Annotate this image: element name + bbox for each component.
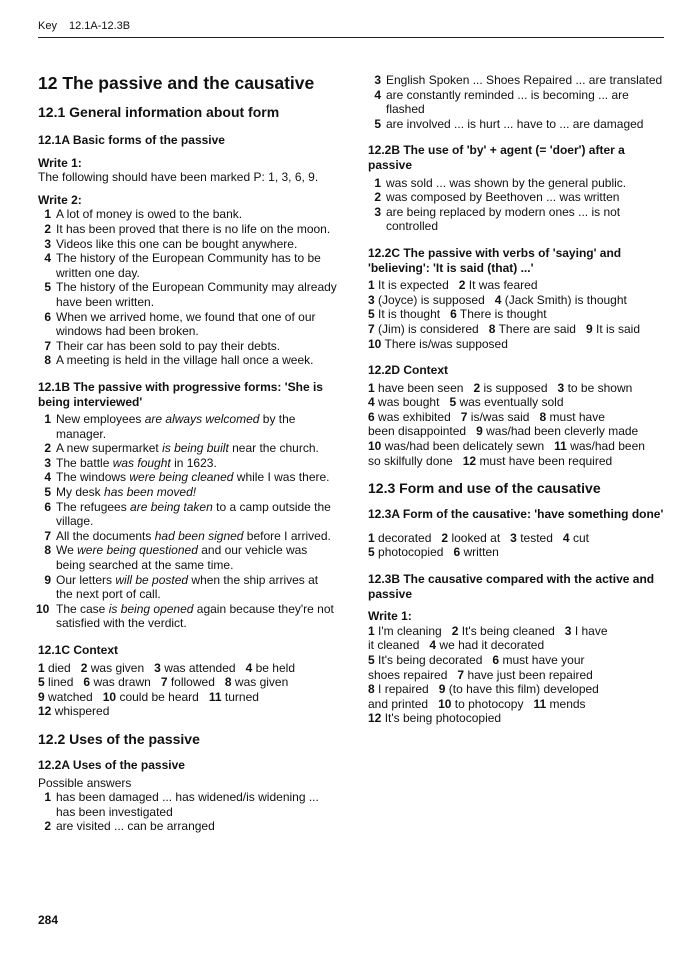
saying-line (368, 322, 664, 337)
context-2d-line (368, 381, 664, 396)
write-2-item (38, 222, 338, 237)
answer-number: 3 (154, 660, 161, 675)
answer-number: 6 (368, 409, 375, 424)
answer-text: been disappointed (368, 424, 467, 439)
answer-number: 6 (450, 307, 457, 322)
answer-text: mends (549, 696, 586, 711)
item-text: to a camp outside the village. (56, 499, 331, 529)
item-number: 1 (44, 207, 51, 222)
answer-text: shoes repaired (368, 667, 448, 682)
answer-text: was/had been delicately sewn (384, 439, 545, 454)
section-12-1b-heading: 12.1B The passive with progressive forms: 'She is being interviewed' (38, 379, 323, 409)
answer-number: 4 (245, 660, 253, 675)
write-2-item (38, 280, 338, 309)
uses-item (368, 117, 664, 132)
item-text: We (56, 543, 78, 558)
item-text: near the church. (228, 441, 319, 456)
item-number: 2 (44, 221, 51, 236)
item-text: A meeting is held in the village hall once a week. (56, 353, 314, 368)
item-text: The refugees (56, 499, 131, 514)
page-header (38, 20, 130, 32)
answer-number: 2 (451, 623, 459, 638)
answer-text: whispered (54, 704, 110, 719)
item-number: 3 (44, 455, 51, 470)
item-number: 3 (44, 236, 51, 251)
answer-number: 1 (368, 623, 375, 638)
write-2-list (38, 207, 338, 368)
progressive-item (38, 573, 338, 602)
answer-text: cut (572, 530, 589, 545)
compare-answers (368, 624, 664, 726)
uses-item (368, 88, 664, 117)
write-2-item (38, 251, 338, 280)
answer-number: 2 (473, 380, 481, 395)
item-text: When we arrived home, we found that one of our windows had been broken. (56, 309, 316, 339)
answer-number: 4 (562, 530, 570, 545)
answer-number: 10 (438, 696, 452, 711)
item-number: 5 (44, 485, 51, 500)
answer-number: 7 (457, 667, 465, 682)
answer-text: be held (255, 660, 295, 675)
item-text: when the ship arrives at the next port of call. (56, 572, 319, 602)
context-2d-answers (368, 381, 664, 469)
answer-number: 9 (585, 321, 593, 336)
compare-line (368, 711, 664, 726)
item-text: English Spoken ... Shoes Repaired ... are translated (386, 73, 663, 87)
answer-text: was/had been cleverly made (486, 424, 639, 439)
item-text: again because they're not satisfied with the verdict. (56, 601, 334, 631)
section-12-3b-heading: 12.3B The causative compared with the active and passive (368, 572, 655, 601)
answer-text: to be shown (567, 380, 633, 395)
item-text: Videos like this one can be bought anywhere. (56, 236, 298, 251)
context-2d-line (368, 439, 664, 454)
answer-number: 9 (438, 682, 446, 697)
answer-number: 9 (38, 689, 45, 704)
write-2-item (38, 339, 338, 354)
write-2-item (38, 237, 338, 252)
answer-text: is supposed (483, 380, 548, 395)
answer-text: (Jack Smith) is thought (504, 292, 627, 307)
context-answers (38, 661, 338, 719)
answer-text: I'm cleaning (378, 623, 442, 638)
item-text: The battle (56, 455, 113, 470)
answer-text: was drawn (93, 675, 151, 690)
item-text: was composed by Beethoven ... was written (386, 190, 620, 205)
answer-text: I have (574, 623, 608, 638)
item-number: 6 (44, 499, 51, 514)
answer-text: was exhibited (378, 409, 451, 424)
progressive-list (38, 412, 338, 631)
answer-text: It's being cleaned (461, 623, 555, 638)
progressive-item (38, 529, 338, 544)
item-text: are being replaced by modern ones ... is not controlled (386, 204, 621, 234)
context-2d-line (368, 454, 664, 469)
answer-text: we had it decorated (439, 638, 545, 653)
answer-text: could be heard (119, 689, 199, 704)
answer-text: It is thought (378, 307, 441, 322)
section-12-2-heading: 12.2 Uses of the passive (38, 730, 200, 747)
right-column (368, 73, 664, 726)
answer-number: 2 (458, 278, 466, 293)
answer-text: must have been required (479, 453, 613, 468)
causative-line (368, 531, 664, 546)
section-12-2a-heading: 12.2A Uses of the passive (38, 757, 185, 772)
progressive-item (38, 470, 338, 485)
saying-line (368, 278, 664, 293)
answer-number: 1 (38, 660, 45, 675)
item-number: 6 (44, 309, 51, 324)
item-text: before I arrived. (243, 528, 331, 543)
header-rule (38, 37, 664, 38)
answer-number: 4 (494, 292, 502, 307)
answer-text: is/was said (470, 409, 530, 424)
answer-number: 7 (460, 409, 468, 424)
answer-number: 8 (368, 682, 375, 697)
item-italic: were being cleaned (129, 470, 234, 485)
section-12-3-heading: 12.3 Form and use of the causative (368, 480, 601, 497)
item-text: The history of the European Community may already have been written. (56, 280, 337, 309)
answer-number: 2 (441, 530, 449, 545)
item-number: 5 (374, 116, 381, 131)
item-text: in 1623. (170, 455, 217, 470)
answer-number: 12 (368, 711, 382, 726)
answer-text: There are said (498, 321, 576, 336)
answer-number: 10 (102, 689, 117, 704)
answer-number: 7 (160, 675, 168, 690)
answer-text: (to have this film) developed (448, 682, 599, 697)
uses-item (38, 819, 338, 834)
answer-number: 8 (539, 409, 547, 424)
item-number: 1 (44, 412, 51, 427)
write-1-label: Write 1: (38, 155, 82, 170)
item-number: 8 (44, 543, 51, 558)
uses-list-continued (368, 73, 664, 131)
answer-text: lined (48, 675, 74, 690)
answer-number: 2 (80, 660, 88, 675)
causative-answers (368, 531, 664, 560)
answer-text: have just been repaired (467, 667, 593, 682)
answer-number: 5 (449, 395, 457, 410)
answer-number: 6 (492, 653, 500, 667)
write-2-item (38, 353, 338, 368)
causative-line (368, 545, 664, 560)
answer-text: to photocopy (454, 696, 524, 711)
left-column (38, 73, 338, 834)
write-2-label: Write 2: (38, 192, 82, 207)
saying-line (368, 307, 664, 322)
context-2d-line (368, 395, 664, 410)
item-italic: has been moved! (104, 485, 197, 500)
item-number: 7 (44, 528, 51, 543)
section-12-2d-heading: 12.2D Context (368, 363, 449, 378)
progressive-item (38, 602, 338, 631)
item-text: My desk (56, 485, 105, 500)
item-number: 2 (44, 441, 51, 456)
item-text: and our vehicle was being searched at the same time. (56, 543, 308, 573)
item-italic: were being questioned (77, 543, 198, 558)
context-line (38, 704, 338, 719)
item-number: 2 (374, 190, 381, 205)
item-text: Our letters (56, 572, 116, 587)
answer-text: died (48, 660, 71, 675)
item-number: 1 (44, 790, 51, 805)
compare-line (368, 682, 664, 697)
compare-line (368, 638, 664, 653)
item-italic: is being opened (108, 601, 194, 616)
answer-text: I repaired (378, 682, 429, 697)
answer-text: It was feared (468, 278, 538, 293)
answer-number: 11 (533, 696, 547, 711)
item-text: Their car has been sold to pay their debts. (56, 338, 281, 353)
answer-number: 3 (557, 380, 565, 395)
item-text: A new supermarket (56, 441, 163, 456)
item-number: 3 (374, 204, 381, 219)
item-number: 4 (44, 470, 51, 485)
answer-number: 6 (83, 675, 91, 690)
answer-number: 4 (429, 638, 437, 653)
header-range: 12.1A-12.3B (68, 20, 131, 32)
item-text: A lot of money is owed to the bank. (56, 207, 243, 222)
answer-text: It is expected (378, 278, 449, 293)
item-italic: was fought (112, 455, 171, 470)
page-number: 284 (38, 913, 59, 927)
answer-text: was attended (164, 660, 236, 675)
item-text: All the documents (56, 528, 155, 543)
item-number: 2 (44, 819, 51, 834)
answer-text: was/had been (570, 439, 645, 454)
item-italic: are always welcomed (144, 412, 260, 427)
item-italic: is being built (162, 441, 229, 456)
answer-number: 5 (368, 545, 375, 560)
compare-line (368, 668, 664, 683)
answer-number: 9 (476, 424, 483, 439)
answer-text: (Jim) is considered (378, 321, 479, 336)
answer-text: (Joyce) is supposed (378, 292, 485, 307)
item-text: are constantly reminded ... is becoming ... are flashed (386, 87, 629, 117)
uses-list (38, 790, 338, 834)
answer-text: and printed (368, 696, 429, 711)
answer-number: 11 (208, 689, 222, 704)
item-number: 9 (44, 572, 51, 587)
write-1b-label: Write 1: (368, 609, 412, 624)
item-italic: will be posted (115, 572, 189, 587)
answer-text: There is thought (459, 307, 547, 322)
section-12-2c-heading: 12.2C The passive with verbs of 'saying' and 'believing': 'It is said (that) ...' (368, 245, 622, 275)
section-12-2b-heading: 12.2B The use of 'by' + agent (= 'doer') after a passive (368, 143, 625, 172)
uses-item (38, 790, 338, 819)
item-number: 4 (374, 87, 381, 102)
answer-text: written (463, 545, 499, 560)
answer-number: 5 (38, 675, 45, 690)
answer-number: 3 (510, 530, 517, 545)
item-text: The history of the European Community has to be written one day. (56, 251, 321, 280)
item-number: 7 (44, 338, 51, 353)
answer-text: was given (90, 660, 145, 675)
answer-number: 1 (368, 380, 375, 395)
saying-answers (368, 278, 664, 351)
answer-text: watched (48, 689, 93, 704)
item-number: 1 (374, 175, 381, 190)
item-text: by the manager. (56, 412, 296, 441)
item-number: 3 (374, 73, 381, 87)
answer-text: it cleaned (368, 638, 420, 653)
write-1-text: The following should have been marked P: 1, 3, 6, 9. (38, 170, 319, 185)
item-text: while I was there. (233, 470, 330, 485)
by-agent-item (368, 205, 664, 234)
answer-number: 10 (368, 439, 382, 454)
answer-text: There is/was supposed (384, 336, 508, 351)
answer-number: 3 (368, 292, 375, 307)
write-2-item (38, 310, 338, 339)
section-12-3a-heading: 12.3A Form of the causative: 'have something done' (368, 507, 664, 522)
answer-number: 7 (368, 321, 375, 336)
answer-number: 12 (462, 453, 477, 468)
compare-line (368, 653, 664, 668)
item-number: 5 (44, 280, 51, 295)
context-2d-line (368, 410, 664, 425)
progressive-item (38, 456, 338, 471)
answer-number: 5 (368, 653, 375, 667)
answer-number: 5 (368, 307, 375, 322)
by-agent-list (368, 176, 664, 234)
answer-text: looked at (451, 530, 501, 545)
progressive-item (38, 412, 338, 441)
item-text: The windows (56, 470, 130, 485)
header-key: Key (38, 20, 57, 32)
answer-number: 11 (554, 439, 567, 454)
answer-text: was bought (378, 395, 440, 410)
answer-text: It's being photocopied (384, 711, 502, 726)
progressive-item (38, 543, 338, 572)
answer-text: have been seen (378, 380, 464, 395)
by-agent-item (368, 190, 664, 205)
answer-text: turned (224, 689, 259, 704)
context-line (38, 661, 338, 676)
answer-number: 1 (368, 530, 375, 545)
answer-text: followed (170, 675, 215, 690)
by-agent-item (368, 176, 664, 191)
answer-text: It's being decorated (378, 653, 483, 667)
answer-number: 4 (368, 395, 375, 410)
context-line (38, 690, 338, 705)
answer-number: 1 (368, 278, 375, 293)
possible-answers-label: Possible answers (38, 775, 132, 790)
answer-number: 8 (488, 321, 496, 336)
answer-number: 12 (38, 704, 52, 719)
chapter-title: 12 The passive and the causative (38, 73, 315, 93)
answer-text: so skilfully done (368, 453, 453, 468)
item-number: 8 (44, 353, 51, 368)
answer-number: 8 (224, 675, 232, 690)
answer-number: 6 (453, 545, 461, 560)
uses-item (368, 73, 664, 88)
answer-number: 10 (368, 336, 382, 351)
answer-text: must have your (502, 653, 585, 667)
progressive-item (38, 500, 338, 529)
context-line (38, 675, 338, 690)
item-text: has been damaged ... has widened/is widening ... has been investigated (56, 790, 319, 819)
section-12-1-heading: 12.1 General information about form (38, 104, 280, 120)
answer-text: decorated (378, 530, 432, 545)
item-text: are involved ... is hurt ... have to ... are damaged (386, 116, 644, 131)
answer-text: tested (520, 530, 553, 545)
progressive-item (38, 441, 338, 456)
item-italic: had been signed (154, 528, 244, 543)
section-12-1c-heading: 12.1C Context (38, 643, 119, 657)
answer-text: was eventually sold (459, 395, 564, 410)
item-text: was sold ... was shown by the general public. (386, 175, 627, 190)
compare-line (368, 624, 664, 639)
item-text: New employees (56, 412, 145, 427)
progressive-item (38, 485, 338, 500)
answer-text: It is said (595, 321, 640, 336)
item-italic: are being taken (130, 499, 213, 514)
answer-text: photocopied (378, 545, 444, 560)
write-2-item (38, 207, 338, 222)
item-text: It has been proved that there is no life on the moon. (56, 221, 331, 236)
answer-text: was given (234, 675, 289, 690)
compare-line (368, 697, 664, 712)
item-number: 4 (44, 251, 51, 266)
section-12-1a-heading: 12.1A Basic forms of the passive (38, 133, 225, 147)
item-number: 10 (36, 601, 50, 616)
answer-number: 3 (564, 623, 572, 638)
answer-text: must have (549, 409, 605, 424)
item-text: The case (56, 601, 109, 616)
context-2d-line (368, 424, 664, 439)
saying-line (368, 337, 664, 352)
item-text: are visited ... can be arranged (56, 819, 215, 834)
saying-line (368, 293, 664, 308)
